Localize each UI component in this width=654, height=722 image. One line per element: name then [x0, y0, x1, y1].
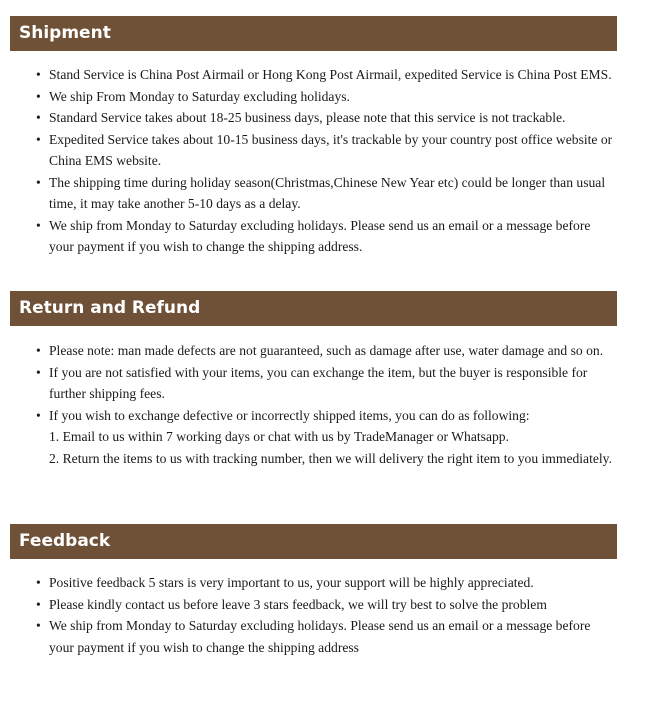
list-item [0, 340, 614, 362]
feedback-list [0, 572, 614, 658]
list-item-text: Positive feedback 5 stars is very important to us, your support will be highly appreciated. [49, 575, 534, 590]
feedback-header: Feedback [10, 524, 617, 559]
list-item-text: We ship From Monday to Saturday excluding holidays. [49, 88, 350, 104]
list-item-text: Please kindly contact us before leave 3 stars feedback, we will try best to solve the problem [49, 596, 547, 612]
return-refund-list [0, 340, 614, 469]
step-text: 1. Email to us within 7 working days or chat with us by TradeManager or Whatsapp. [49, 429, 509, 444]
list-item-text: If you wish to exchange defective or incorrectly shipped items, you can do as following: [49, 407, 530, 423]
step-item [0, 448, 614, 470]
list-item [0, 107, 614, 129]
bullet-icon: • [36, 110, 41, 125]
list-item [0, 615, 614, 658]
list-item-text: Please note: man made defects are not guaranteed, such as damage after use, water damage and so on. [49, 343, 604, 358]
list-item [0, 215, 614, 258]
list-item-text: The shipping time during holiday season(Christmas,Chinese New Year etc) could be longer than usual time, it may take another 5-10 days as a delay. [49, 174, 606, 211]
step-text: 2. Return the items to us with tracking number, then we will delivery the right item to you immediately. [49, 450, 612, 466]
list-item-text: Standard Service takes about 18-25 business days, please note that this service is not trackable. [49, 110, 566, 125]
shipment-list [0, 64, 614, 258]
list-item [0, 572, 614, 594]
list-item-text: Expedited Service takes about 10-15 business days, it's trackable by your country post office website or China EMS website. [49, 131, 613, 168]
bullet-icon: • [36, 364, 41, 380]
list-item-text: Stand Service is China Post Airmail or Hong Kong Post Airmail, expedited Service is China Post EMS. [49, 67, 612, 82]
list-item-text: We ship from Monday to Saturday excluding holidays. Please send us an email or a message before your payment if you wish to change the shipping address [49, 618, 591, 655]
bullet-icon: • [36, 88, 41, 104]
list-item [0, 405, 614, 427]
shipment-header: Shipment [10, 16, 617, 51]
return-refund-header: Return and Refund [10, 291, 617, 326]
list-item [0, 172, 614, 215]
list-item-text: We ship from Monday to Saturday excluding holidays. Please send us an email or a message before your payment if you wish to change the shipping address. [49, 217, 591, 254]
list-item [0, 129, 614, 172]
bullet-icon: • [36, 596, 41, 612]
list-item [0, 64, 614, 86]
step-item [0, 426, 614, 448]
bullet-icon: • [36, 407, 41, 423]
bullet-icon: • [36, 575, 41, 590]
bullet-icon: • [36, 217, 41, 233]
list-item [0, 86, 614, 108]
list-item-text: If you are not satisfied with your items, you can exchange the item, but the buyer is responsible for further shipping fees. [49, 364, 588, 401]
bullet-icon: • [36, 131, 41, 147]
bullet-icon: • [36, 174, 41, 190]
bullet-icon: • [36, 67, 41, 82]
bullet-icon: • [36, 343, 41, 358]
list-item [0, 362, 614, 405]
bullet-icon: • [36, 618, 41, 633]
list-item [0, 594, 614, 616]
